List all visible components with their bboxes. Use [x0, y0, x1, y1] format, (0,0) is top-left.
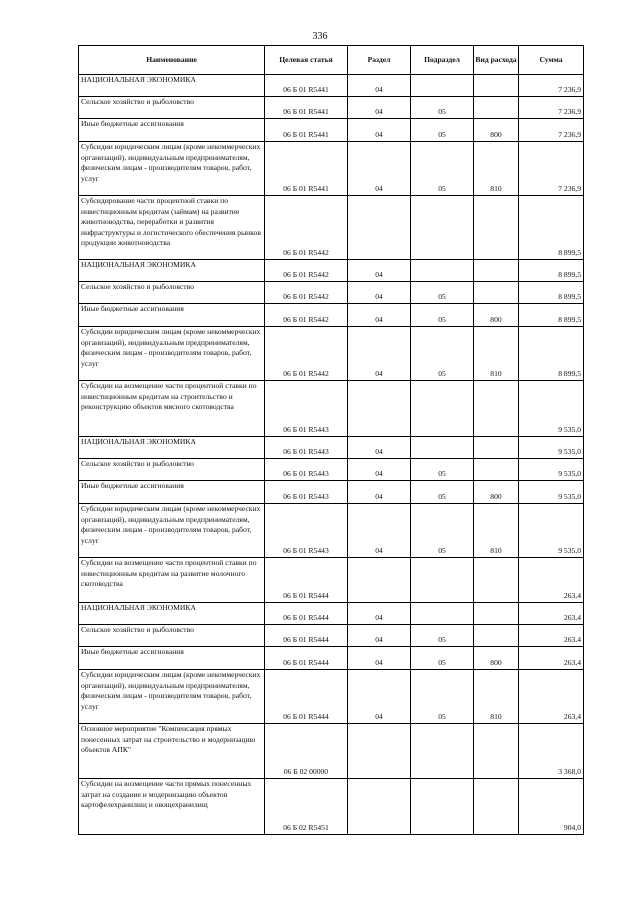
cell-subsection: 05 — [411, 481, 474, 504]
table-row — [79, 260, 584, 282]
cell-amount: 9 535,0 — [519, 504, 584, 558]
cell-amount: 8 899,5 — [519, 304, 584, 327]
cell-name: Субсидии на возмещение части прямых понесенных затрат на создание и модернизацию объектов картофелехранилищ и овощехранилищ — [79, 779, 265, 835]
cell-name: НАЦИОНАЛЬНАЯ ЭКОНОМИКА — [79, 603, 265, 625]
cell-subsection — [411, 603, 474, 625]
cell-section — [348, 558, 411, 603]
table-row — [79, 558, 584, 603]
cell-subsection — [411, 779, 474, 835]
cell-expense — [474, 75, 519, 97]
cell-expense: 810 — [474, 504, 519, 558]
table-row — [79, 97, 584, 119]
cell-name: Сельское хозяйство и рыболовство — [79, 459, 265, 481]
cell-article: 06 Б 01 R5444 — [265, 670, 348, 724]
cell-amount: 7 236,9 — [519, 97, 584, 119]
cell-amount: 263,4 — [519, 558, 584, 603]
cell-name: Субсидии юридическим лицам (кроме некоммерческих организаций), индивидуальным предпринимателям, физическим лицам - производителям товаров, работ, услуг — [79, 504, 265, 558]
header-row — [79, 46, 584, 75]
cell-section — [348, 196, 411, 260]
cell-section: 04 — [348, 119, 411, 142]
cell-article: 06 Б 01 R5444 — [265, 647, 348, 670]
cell-article: 06 Б 02 00000 — [265, 724, 348, 779]
cell-name: Субсидии на возмещение части процентной ставки по инвестиционным кредитам на строительство и реконструкцию объектов мясного скотоводства — [79, 381, 265, 437]
cell-article: 06 Б 01 R5442 — [265, 282, 348, 304]
cell-expense — [474, 437, 519, 459]
cell-amount: 7 236,9 — [519, 75, 584, 97]
header-subsection: Подраздел — [411, 46, 474, 75]
cell-subsection: 05 — [411, 282, 474, 304]
cell-subsection — [411, 260, 474, 282]
cell-section: 04 — [348, 603, 411, 625]
table-row — [79, 504, 584, 558]
cell-amount: 7 236,9 — [519, 119, 584, 142]
cell-expense — [474, 558, 519, 603]
table-row — [79, 381, 584, 437]
cell-amount: 263,4 — [519, 603, 584, 625]
cell-name: Иные бюджетные ассигнования — [79, 481, 265, 504]
cell-expense: 810 — [474, 670, 519, 724]
table-row — [79, 724, 584, 779]
table-row — [79, 75, 584, 97]
cell-article: 06 Б 01 R5441 — [265, 142, 348, 196]
cell-subsection: 05 — [411, 670, 474, 724]
cell-article: 06 Б 02 R5451 — [265, 779, 348, 835]
cell-section: 04 — [348, 625, 411, 647]
cell-expense: 800 — [474, 304, 519, 327]
cell-section: 04 — [348, 327, 411, 381]
cell-subsection — [411, 724, 474, 779]
table-row — [79, 327, 584, 381]
cell-expense: 800 — [474, 119, 519, 142]
cell-article: 06 Б 01 R5441 — [265, 75, 348, 97]
table-row — [79, 142, 584, 196]
cell-amount: 904,0 — [519, 779, 584, 835]
header-expense-type: Вид расхода — [474, 46, 519, 75]
cell-article: 06 Б 01 R5443 — [265, 504, 348, 558]
cell-name: Субсидии юридическим лицам (кроме некоммерческих организаций), индивидуальным предпринимателям, физическим лицам - производителям товаров, работ, услуг — [79, 670, 265, 724]
table-row — [79, 647, 584, 670]
cell-expense — [474, 196, 519, 260]
cell-subsection: 05 — [411, 625, 474, 647]
table-row — [79, 196, 584, 260]
cell-article: 06 Б 01 R5442 — [265, 196, 348, 260]
cell-subsection: 05 — [411, 459, 474, 481]
cell-subsection: 05 — [411, 119, 474, 142]
cell-amount: 8 899,5 — [519, 282, 584, 304]
cell-expense — [474, 282, 519, 304]
cell-amount: 8 899,5 — [519, 260, 584, 282]
cell-article: 06 Б 01 R5444 — [265, 558, 348, 603]
cell-article: 06 Б 01 R5444 — [265, 603, 348, 625]
cell-subsection: 05 — [411, 97, 474, 119]
cell-subsection — [411, 558, 474, 603]
cell-section: 04 — [348, 304, 411, 327]
cell-amount: 263,4 — [519, 647, 584, 670]
cell-subsection: 05 — [411, 504, 474, 558]
cell-section: 04 — [348, 437, 411, 459]
table-row — [79, 625, 584, 647]
cell-name: Сельское хозяйство и рыболовство — [79, 282, 265, 304]
cell-section: 04 — [348, 282, 411, 304]
cell-expense — [474, 260, 519, 282]
table-row — [79, 437, 584, 459]
cell-amount: 9 535,0 — [519, 381, 584, 437]
cell-section: 04 — [348, 142, 411, 196]
cell-expense — [474, 381, 519, 437]
cell-section — [348, 381, 411, 437]
cell-amount: 9 535,0 — [519, 481, 584, 504]
cell-expense: 800 — [474, 647, 519, 670]
cell-name: Иные бюджетные ассигнования — [79, 647, 265, 670]
cell-article: 06 Б 01 R5442 — [265, 327, 348, 381]
cell-article: 06 Б 01 R5443 — [265, 459, 348, 481]
cell-subsection — [411, 381, 474, 437]
table-body — [79, 75, 584, 835]
cell-expense: 800 — [474, 481, 519, 504]
cell-section — [348, 779, 411, 835]
cell-subsection — [411, 437, 474, 459]
cell-expense — [474, 779, 519, 835]
cell-article: 06 Б 01 R5443 — [265, 437, 348, 459]
cell-article: 06 Б 01 R5441 — [265, 119, 348, 142]
cell-amount: 8 899,5 — [519, 327, 584, 381]
cell-article: 06 Б 01 R5444 — [265, 625, 348, 647]
cell-article: 06 Б 01 R5443 — [265, 481, 348, 504]
cell-subsection: 05 — [411, 647, 474, 670]
cell-subsection — [411, 196, 474, 260]
cell-name: Субсидии юридическим лицам (кроме некоммерческих организаций), индивидуальным предпринимателям, физическим лицам - производителям товаров, работ, услуг — [79, 327, 265, 381]
cell-amount: 8 899,5 — [519, 196, 584, 260]
cell-name: Сельское хозяйство и рыболовство — [79, 97, 265, 119]
budget-table — [78, 45, 584, 835]
cell-subsection — [411, 75, 474, 97]
table-row — [79, 779, 584, 835]
cell-article: 06 Б 01 R5443 — [265, 381, 348, 437]
cell-name: НАЦИОНАЛЬНАЯ ЭКОНОМИКА — [79, 437, 265, 459]
header-section: Раздел — [348, 46, 411, 75]
table-row — [79, 304, 584, 327]
table-row — [79, 603, 584, 625]
cell-name: Иные бюджетные ассигнования — [79, 304, 265, 327]
header-target-article: Целевая статья — [265, 46, 348, 75]
table-row — [79, 459, 584, 481]
cell-section: 04 — [348, 504, 411, 558]
cell-section — [348, 724, 411, 779]
cell-expense — [474, 459, 519, 481]
cell-section: 04 — [348, 75, 411, 97]
page-number: 336 — [312, 31, 328, 42]
cell-amount: 7 236,9 — [519, 142, 584, 196]
cell-amount: 9 535,0 — [519, 437, 584, 459]
cell-expense: 810 — [474, 327, 519, 381]
table-row — [79, 670, 584, 724]
header-name: Наименование — [79, 46, 265, 75]
cell-subsection: 05 — [411, 327, 474, 381]
cell-expense — [474, 724, 519, 779]
cell-name: Субсидии на возмещение части процентной ставки по инвестиционным кредитам на развитие молочного скотоводства — [79, 558, 265, 603]
cell-section: 04 — [348, 97, 411, 119]
cell-section: 04 — [348, 260, 411, 282]
cell-article: 06 Б 01 R5442 — [265, 304, 348, 327]
cell-expense — [474, 625, 519, 647]
cell-name: НАЦИОНАЛЬНАЯ ЭКОНОМИКА — [79, 260, 265, 282]
cell-name: Субсидирование части процентной ставки по инвестиционным кредитам (займам) на развитие животноводства, переработки и развития инфраструктуры и логистического обеспечения рынков продукции животноводства — [79, 196, 265, 260]
cell-name: Субсидии юридическим лицам (кроме некоммерческих организаций), индивидуальным предпринимателям, физическим лицам - производителям товаров, работ, услуг — [79, 142, 265, 196]
cell-section: 04 — [348, 670, 411, 724]
cell-section: 04 — [348, 459, 411, 481]
cell-subsection: 05 — [411, 304, 474, 327]
cell-name: НАЦИОНАЛЬНАЯ ЭКОНОМИКА — [79, 75, 265, 97]
cell-subsection: 05 — [411, 142, 474, 196]
cell-article: 06 Б 01 R5442 — [265, 260, 348, 282]
cell-expense — [474, 603, 519, 625]
cell-expense — [474, 97, 519, 119]
table-row — [79, 282, 584, 304]
cell-amount: 263,4 — [519, 670, 584, 724]
cell-amount: 263,4 — [519, 625, 584, 647]
cell-name: Иные бюджетные ассигнования — [79, 119, 265, 142]
cell-amount: 9 535,0 — [519, 459, 584, 481]
cell-expense: 810 — [474, 142, 519, 196]
cell-amount: 3 368,0 — [519, 724, 584, 779]
header-amount: Сумма — [519, 46, 584, 75]
cell-name: Основное мероприятие "Компенсация прямых понесенных затрат на строительство и модернизацию объектов АПК" — [79, 724, 265, 779]
cell-name: Сельское хозяйство и рыболовство — [79, 625, 265, 647]
cell-section: 04 — [348, 647, 411, 670]
cell-section: 04 — [348, 481, 411, 504]
table-row — [79, 119, 584, 142]
table-row — [79, 481, 584, 504]
cell-article: 06 Б 01 R5441 — [265, 97, 348, 119]
